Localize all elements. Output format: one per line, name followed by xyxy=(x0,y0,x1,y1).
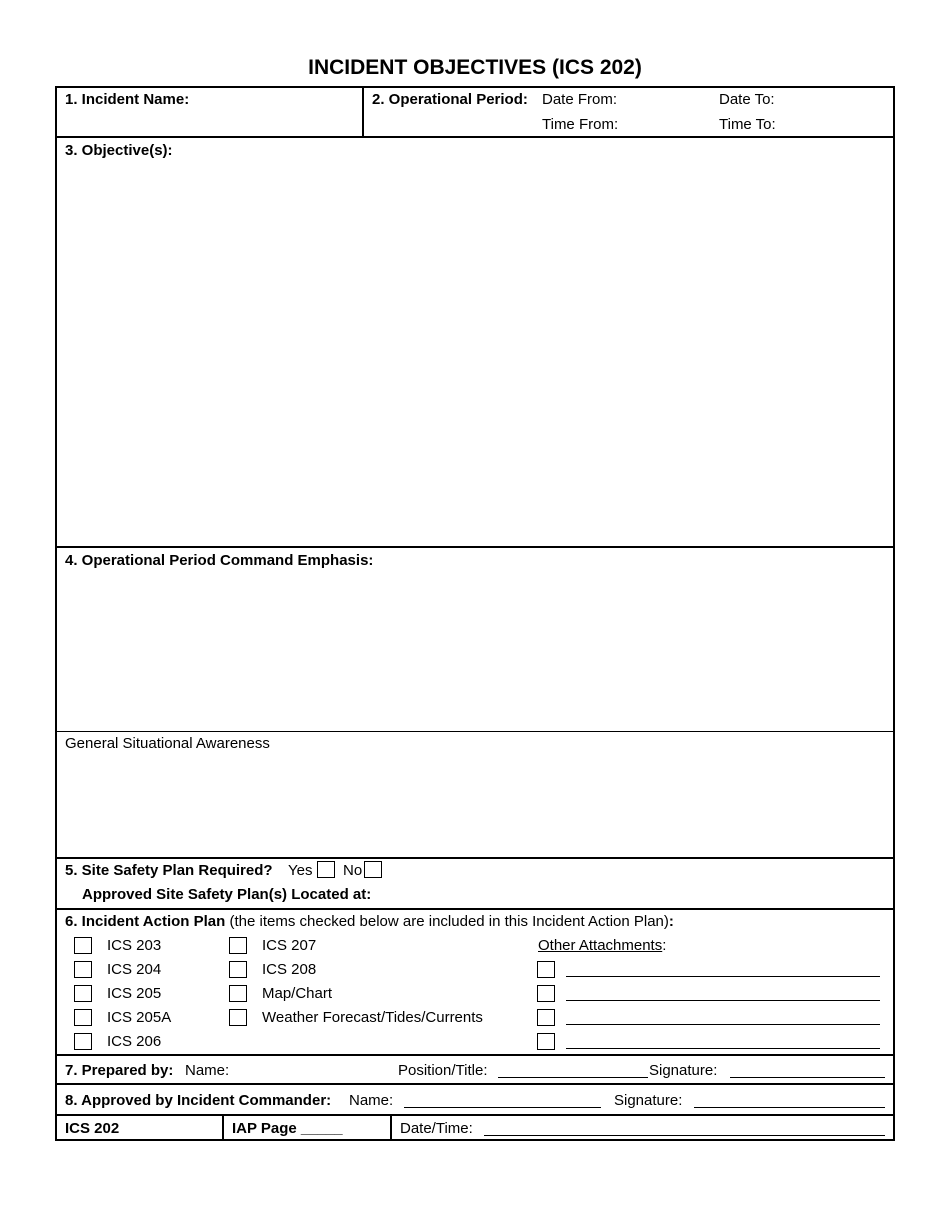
ics-204-label: ICS 204 xyxy=(107,961,162,978)
map-chart-label: Map/Chart xyxy=(262,985,333,1002)
site-safety-no-checkbox[interactable] xyxy=(364,861,382,878)
weather-checkbox[interactable] xyxy=(229,1009,247,1026)
approved-name-label: Name: xyxy=(349,1092,394,1109)
yes-label: Yes xyxy=(288,862,313,879)
date-to-label: Date To: xyxy=(719,91,775,108)
date-from-label: Date From: xyxy=(542,91,618,108)
footer-iap-page: IAP Page _____ xyxy=(232,1120,343,1137)
ics-204-checkbox[interactable] xyxy=(74,961,92,978)
divider-row-2 xyxy=(55,136,895,138)
iap-colon: : xyxy=(668,913,674,930)
iap-note: (the items checked below are included in this Incident Action Plan) xyxy=(229,913,669,930)
footer-datetime-label: Date/Time: xyxy=(400,1120,473,1137)
divider-row-3 xyxy=(55,546,895,548)
footer-form-id: ICS 202 xyxy=(65,1120,120,1137)
divider-row-8 xyxy=(55,1114,895,1116)
iap-heading xyxy=(65,913,674,931)
command-emphasis-label: 4. Operational Period Command Emphasis: xyxy=(65,552,374,569)
map-chart-checkbox[interactable] xyxy=(229,985,247,1002)
prepared-by-label: 7. Prepared by: xyxy=(65,1062,174,1079)
position-title-field[interactable] xyxy=(498,1077,648,1078)
ics-207-label: ICS 207 xyxy=(262,937,317,954)
ics-203-checkbox[interactable] xyxy=(74,937,92,954)
divider-row-6 xyxy=(55,1054,895,1056)
ics-206-checkbox[interactable] xyxy=(74,1033,92,1050)
other-attachment-2-checkbox[interactable] xyxy=(537,985,555,1002)
other-attachment-4-field[interactable] xyxy=(566,1048,880,1049)
iap-label: 6. Incident Action Plan xyxy=(65,913,226,930)
time-from-label: Time From: xyxy=(542,116,619,133)
ics-205-checkbox[interactable] xyxy=(74,985,92,1002)
divider-row-7 xyxy=(55,1083,895,1085)
divider-situational xyxy=(55,731,895,732)
objectives-field[interactable] xyxy=(60,162,890,544)
approved-by-label: 8. Approved by Incident Commander: xyxy=(65,1092,332,1109)
divider-1-2 xyxy=(362,86,364,138)
footer-datetime-field[interactable] xyxy=(484,1135,885,1136)
other-attachment-3-field[interactable] xyxy=(566,1024,880,1025)
other-attachment-3-checkbox[interactable] xyxy=(537,1009,555,1026)
prepared-name-label: Name: xyxy=(185,1062,230,1079)
situational-awareness-field[interactable] xyxy=(60,755,890,855)
ics-205-label: ICS 205 xyxy=(107,985,162,1002)
op-period-label: 2. Operational Period: xyxy=(372,91,528,108)
ics-207-checkbox[interactable] xyxy=(229,937,247,954)
prepared-signature-label: Signature: xyxy=(649,1062,718,1079)
divider-row-4 xyxy=(55,857,895,859)
prepared-signature-field[interactable] xyxy=(730,1077,885,1078)
form-title: INCIDENT OBJECTIVES (ICS 202) xyxy=(308,56,642,79)
situational-awareness-label: General Situational Awareness xyxy=(65,735,270,752)
objectives-label: 3. Objective(s): xyxy=(65,142,173,159)
site-safety-label: 5. Site Safety Plan Required? xyxy=(65,862,273,879)
no-label: No xyxy=(343,862,363,879)
ics-206-label: ICS 206 xyxy=(107,1033,162,1050)
divider-row-5 xyxy=(55,908,895,910)
time-to-label: Time To: xyxy=(719,116,776,133)
ics-208-label: ICS 208 xyxy=(262,961,317,978)
approved-signature-label: Signature: xyxy=(614,1092,683,1109)
approved-name-field[interactable] xyxy=(404,1107,601,1108)
ics-203-label: ICS 203 xyxy=(107,937,162,954)
footer-divider-2 xyxy=(390,1114,392,1141)
ics-205a-label: ICS 205A xyxy=(107,1009,172,1026)
approved-signature-field[interactable] xyxy=(694,1107,885,1108)
other-attachment-1-checkbox[interactable] xyxy=(537,961,555,978)
other-attachment-4-checkbox[interactable] xyxy=(537,1033,555,1050)
weather-label: Weather Forecast/Tides/Currents xyxy=(262,1009,483,1026)
other-attachments-label: Other Attachments: xyxy=(538,937,667,954)
other-attachment-1-field[interactable] xyxy=(566,976,880,977)
other-attachment-2-field[interactable] xyxy=(566,1000,880,1001)
approved-ssp-label: Approved Site Safety Plan(s) Located at: xyxy=(82,886,372,903)
ics-208-checkbox[interactable] xyxy=(229,961,247,978)
ics-205a-checkbox[interactable] xyxy=(74,1009,92,1026)
command-emphasis-field[interactable] xyxy=(60,572,890,728)
footer-divider-1 xyxy=(222,1114,224,1141)
site-safety-yes-checkbox[interactable] xyxy=(317,861,335,878)
position-title-label: Position/Title: xyxy=(398,1062,488,1079)
incident-name-label: 1. Incident Name: xyxy=(65,91,190,108)
